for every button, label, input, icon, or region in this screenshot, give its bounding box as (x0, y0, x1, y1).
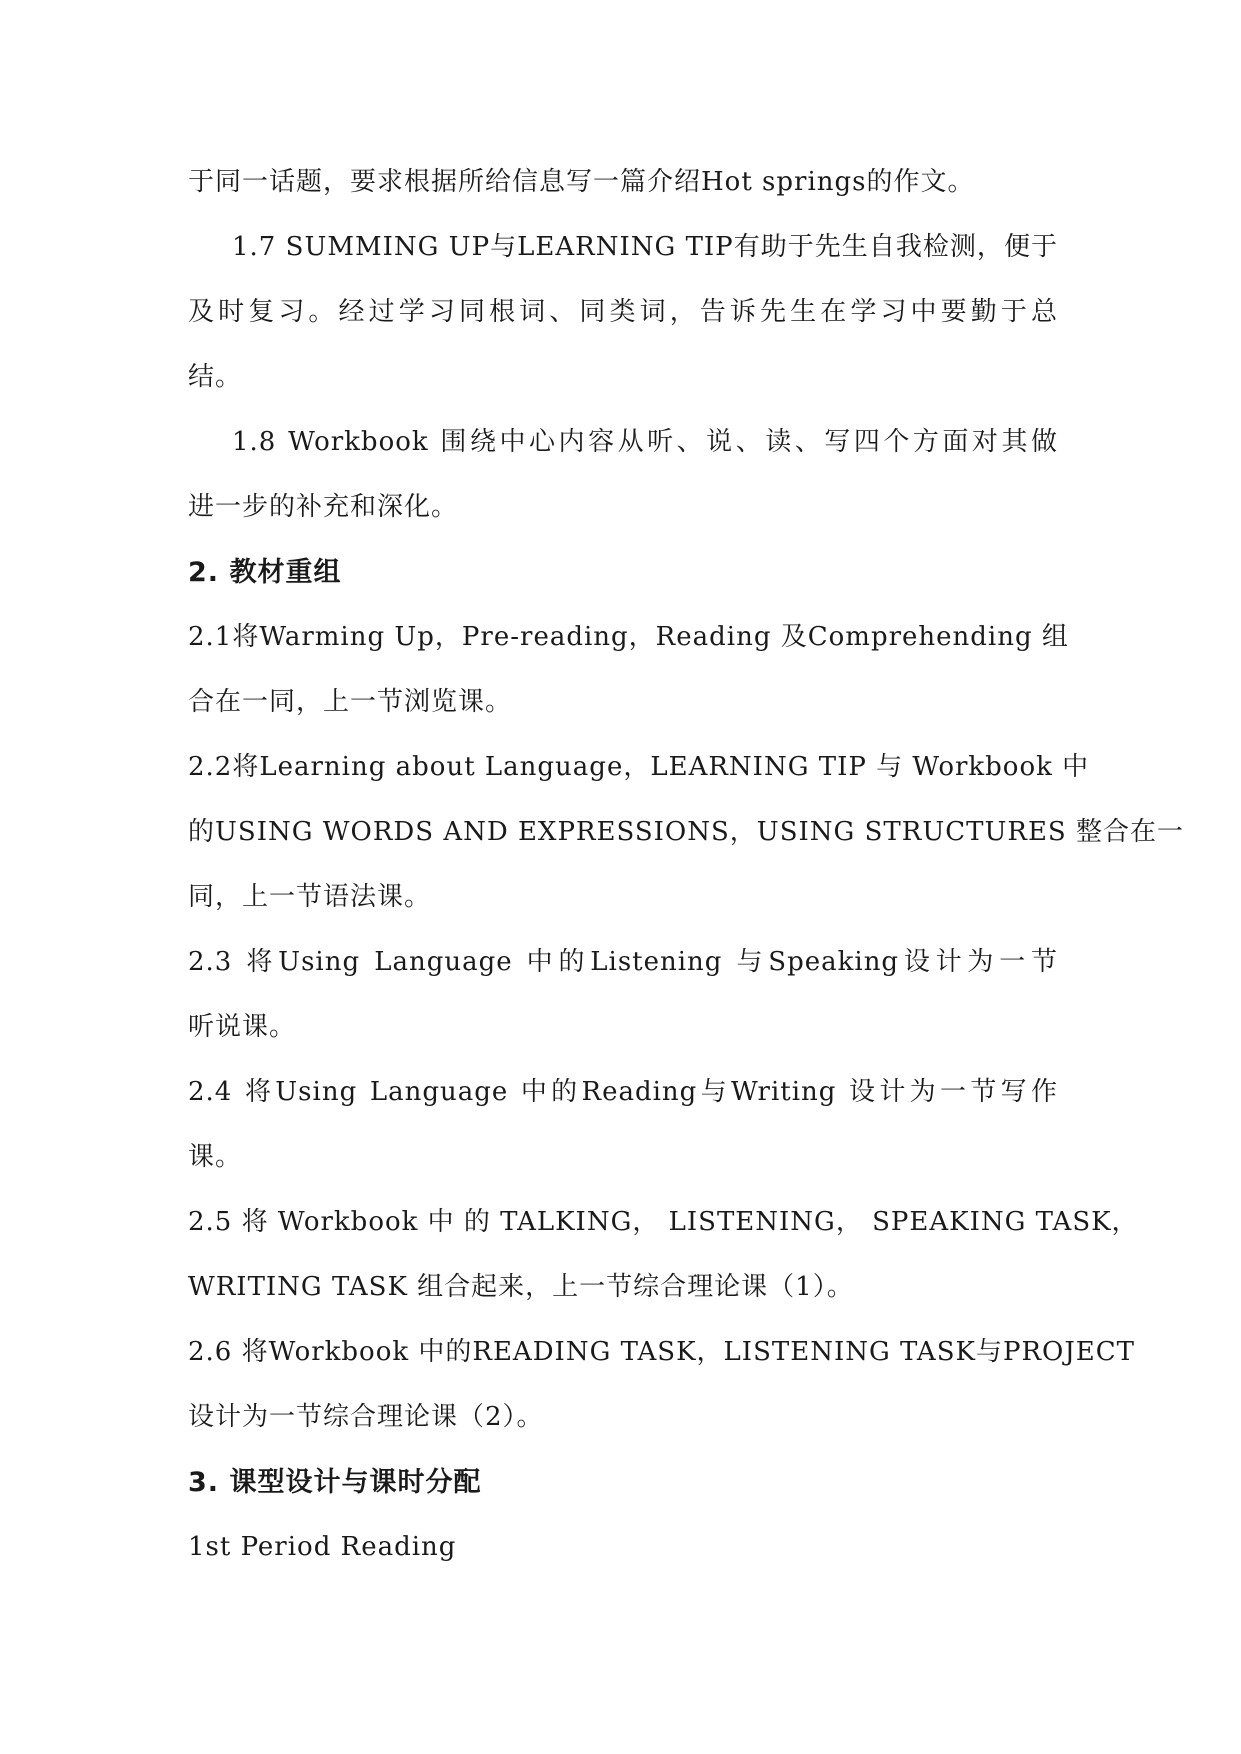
section-heading: 3. 课型设计与课时分配 (188, 1467, 482, 1498)
body-text-line: 合在一同，上一节浏览课。 (188, 687, 513, 717)
body-text-line: 听说课。 (188, 1012, 297, 1042)
body-text-line: 结。 (188, 362, 243, 392)
body-text-line: 2.2将Learning about Language，LEARNING TIP 与 Workbook 中 (188, 752, 1090, 782)
body-text-line: 的USING WORDS AND EXPRESSIONS，USING STRUCTURES 整合在一 (188, 817, 1185, 847)
body-text-line: 1.8 Workbook 围绕中心内容从听、说、读、写四个方面对其做 (232, 427, 1058, 457)
body-text-line: 课。 (188, 1142, 243, 1172)
body-text-line: 1st Period Reading (188, 1532, 457, 1562)
body-text-line: 2.4 将Using Language 中的Reading与Writing 设计为一节写作 (188, 1077, 1058, 1107)
section-heading: 2. 教材重组 (188, 557, 342, 588)
body-text-line: 2.3 将Using Language 中的Listening 与Speaking设计为一节 (188, 947, 1058, 977)
body-text-line: 同，上一节语法课。 (188, 882, 432, 912)
body-text-line: 设计为一节综合理论课（2）。 (188, 1402, 544, 1432)
body-text-line: 2.1将Warming Up，Pre-reading，Reading 及Comprehending 组 (188, 622, 1069, 652)
body-text-line: 2.5 将 Workbook 中 的 TALKING， LISTENING， SPEAKING TASK， (188, 1207, 1139, 1237)
body-text-line: 2.6 将Workbook 中的READING TASK，LISTENING TASK与PROJECT (188, 1337, 1135, 1367)
body-text-line: 进一步的补充和深化。 (188, 492, 459, 522)
body-text-line: WRITING TASK 组合起来，上一节综合理论课（1）。 (188, 1272, 854, 1302)
document-page (188, 150, 1185, 1580)
body-text-line: 于同一话题，要求根据所给信息写一篇介绍Hot springs的作文。 (188, 167, 975, 197)
body-text-line: 及时复习。经过学习同根词、同类词，告诉先生在学习中要勤于总 (188, 297, 1058, 327)
body-text-line: 1.7 SUMMING UP与LEARNING TIP有助于先生自我检测，便于 (232, 232, 1058, 262)
